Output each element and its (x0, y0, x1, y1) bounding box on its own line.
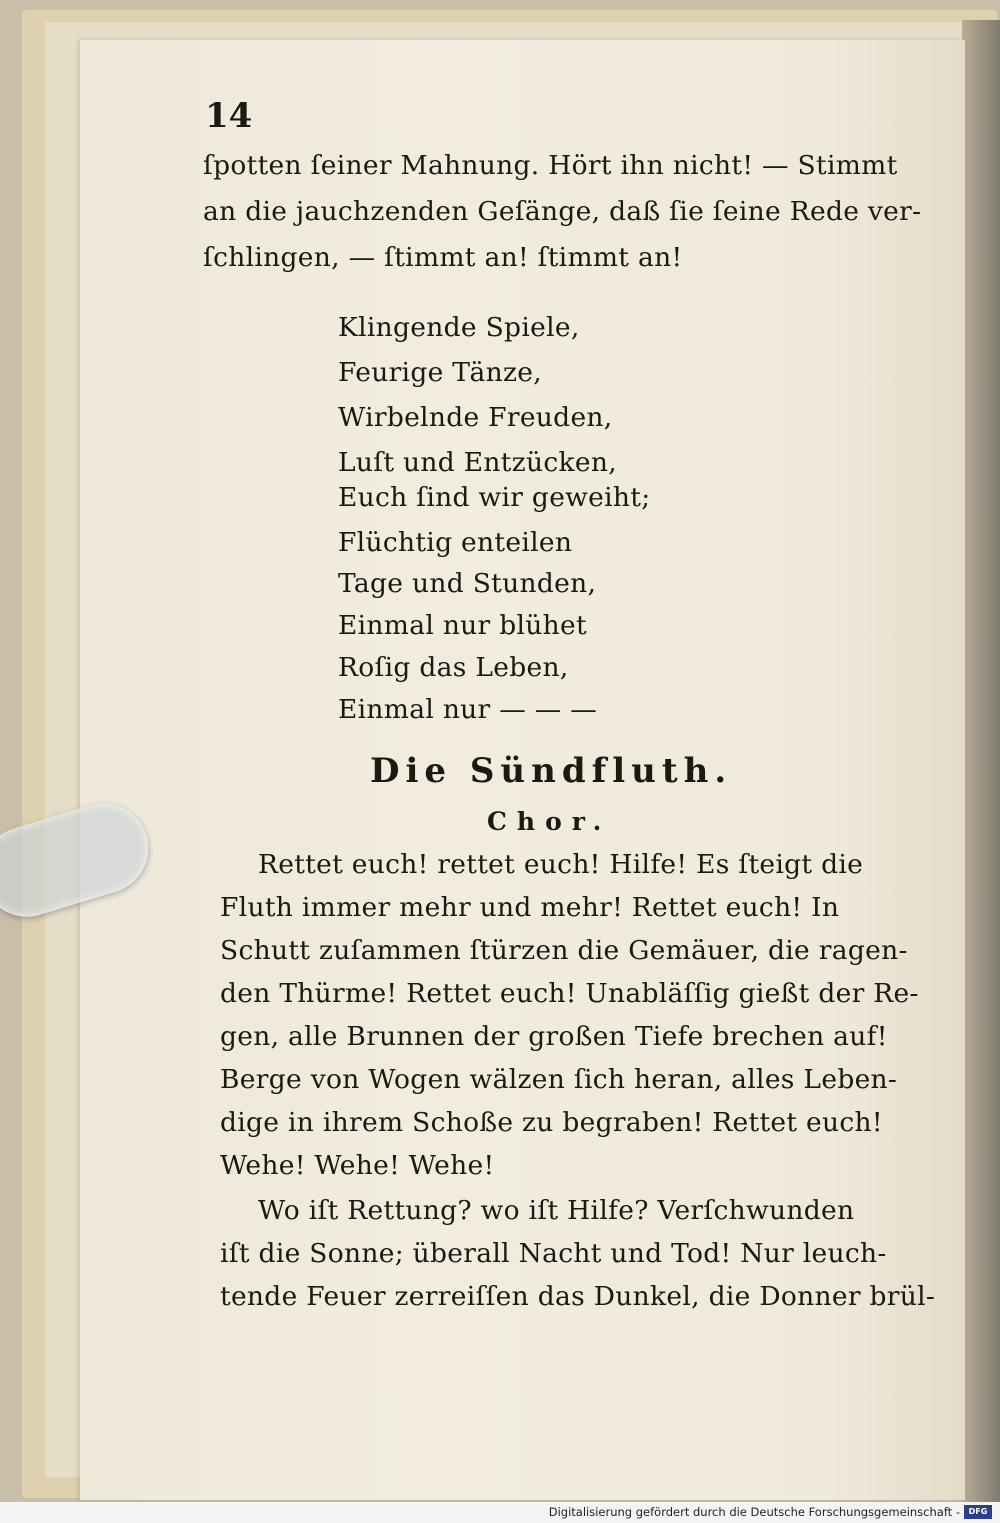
text-line: Rettet euch! rettet euch! Hilfe! Es ſteigt die (258, 849, 864, 880)
text-line: ſpotten ſeiner Mahnung. Hört ihn nicht! — Stimmt (203, 150, 898, 181)
text-line: Schutt zuſammen ſtürzen die Gemäuer, die ragen- (220, 935, 908, 966)
verse-line: Wirbelnde Freuden, (338, 402, 613, 433)
text-line: ſchlingen, — ſtimmt an! ſtimmt an! (203, 242, 683, 273)
verse-line: Roſig das Leben, (338, 652, 569, 683)
page-number: 14 (205, 96, 253, 136)
text-line: Wehe! Wehe! Wehe! (220, 1150, 495, 1181)
text-line: dige in ihrem Schoße zu begraben! Rettet euch! (220, 1107, 883, 1138)
footer-bar (0, 1502, 1000, 1523)
verse-line: Einmal nur blühet (338, 610, 587, 641)
verse-line: Einmal nur — — — (338, 694, 598, 725)
section-title: Die Sündfluth. (370, 751, 733, 791)
text-line: Berge von Wogen wälzen ſich heran, alles Leben- (220, 1064, 898, 1095)
verse-line: Luſt und Entzücken, (338, 447, 617, 478)
verse-line: Euch ſind wir geweiht; (338, 482, 651, 513)
verse-line: Tage und Stunden, (338, 568, 597, 599)
verse-line: Feurige Tänze, (338, 357, 542, 388)
text-line: tende Feuer zerreiſſen das Dunkel, die Donner brül- (220, 1281, 936, 1312)
text-line: iſt die Sonne; überall Nacht und Tod! Nur leuch- (220, 1238, 887, 1269)
dfg-logo-icon: DFG (964, 1505, 992, 1519)
book-edge (962, 20, 1000, 1502)
text-line: gen, alle Brunnen der großen Tiefe brechen auf! (220, 1021, 888, 1052)
verse-line: Flüchtig enteilen (338, 527, 573, 558)
footer-credit: Digitalisierung gefördert durch die Deutsche Forschungsgemeinschaft - (548, 1505, 960, 1519)
text-line: Wo iſt Rettung? wo iſt Hilfe? Verſchwunden (258, 1195, 855, 1226)
verse-line: Klingende Spiele, (338, 312, 580, 343)
speaker-label: Chor. (487, 807, 612, 836)
text-line: an die jauchzenden Geſänge, daß ſie ſeine Rede ver- (203, 196, 922, 227)
text-line: Fluth immer mehr und mehr! Rettet euch! In (220, 892, 840, 923)
text-line: den Thürme! Rettet euch! Unabläſſig gießt der Re- (220, 978, 919, 1009)
